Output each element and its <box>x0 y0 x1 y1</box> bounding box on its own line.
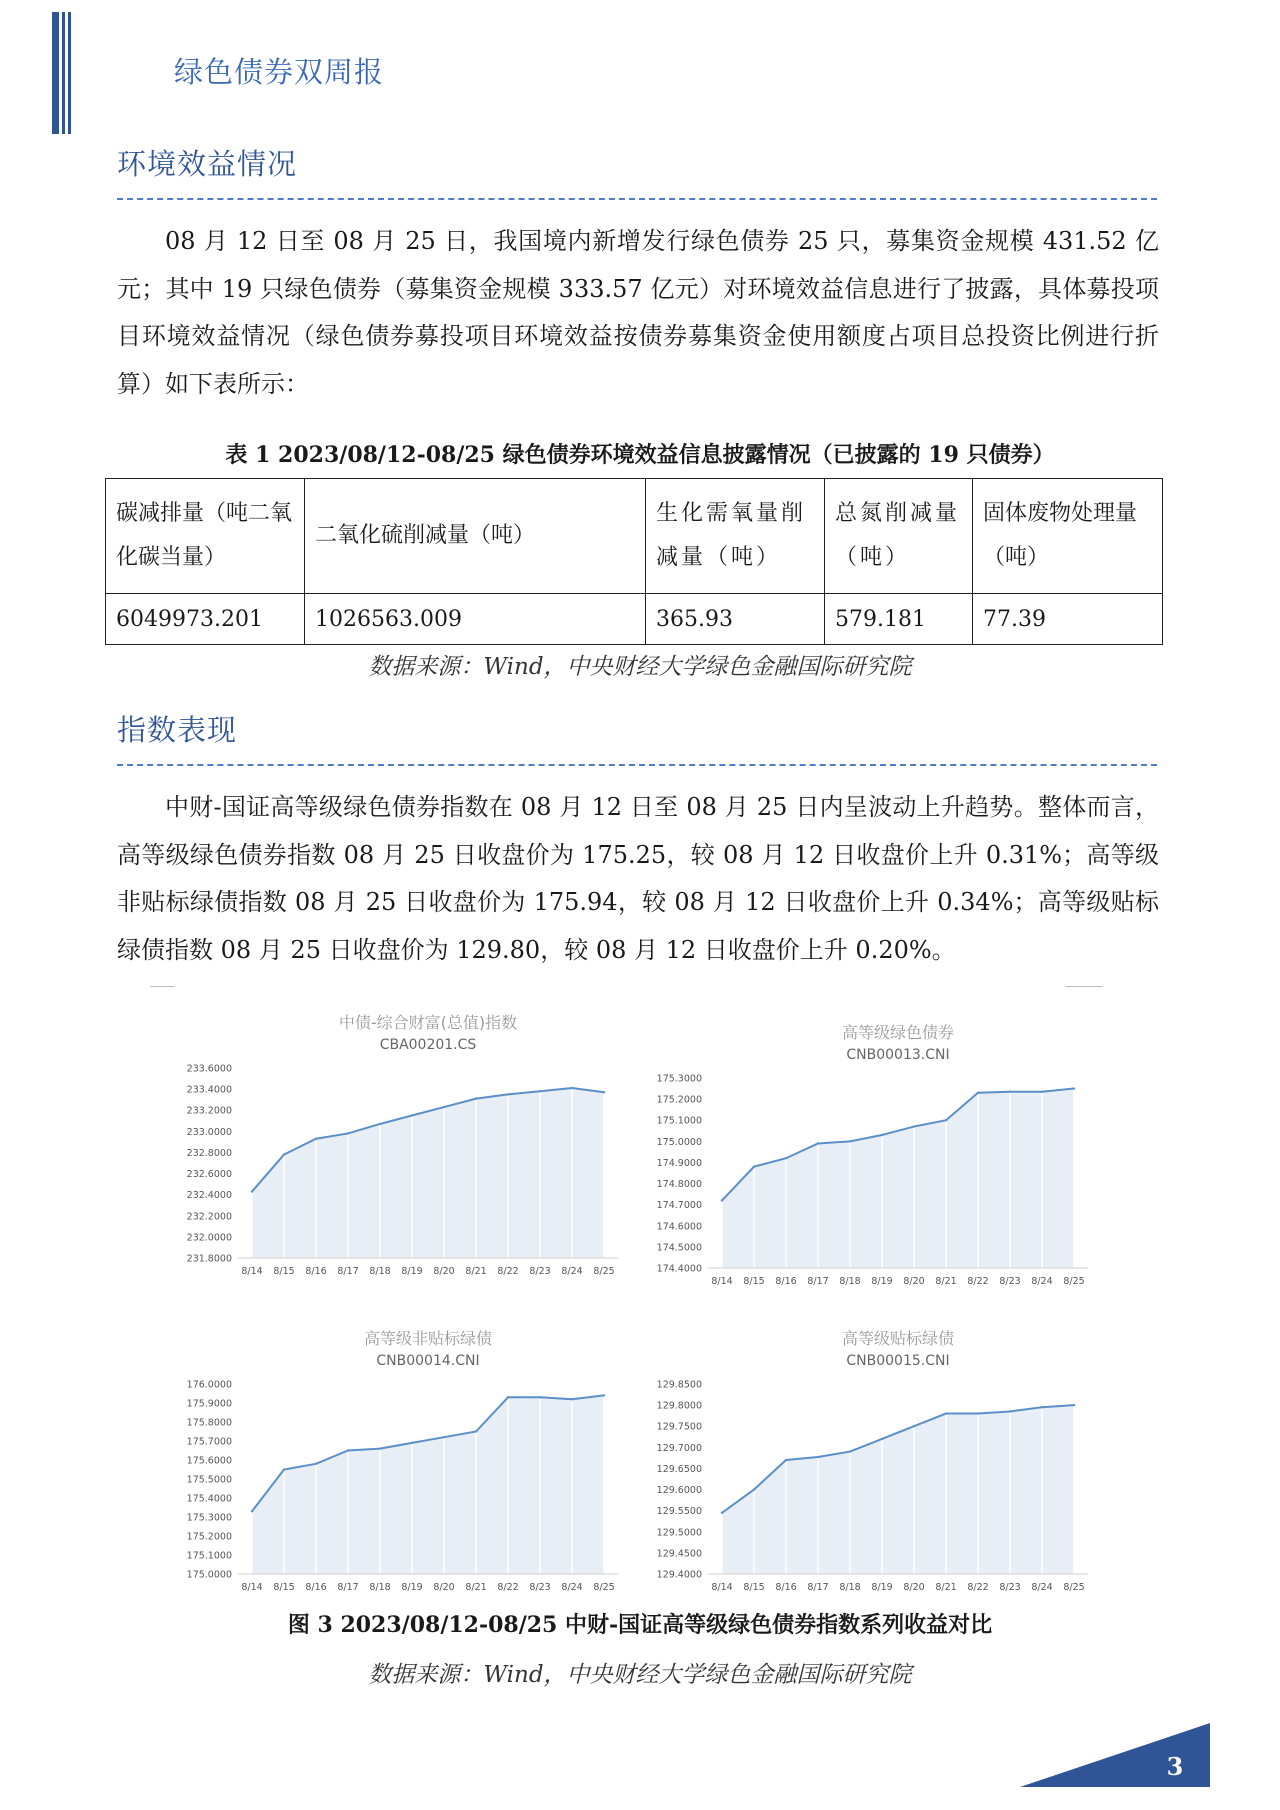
y-tick-label: 129.4500 <box>656 1548 702 1560</box>
data-point <box>603 1091 605 1093</box>
table-source: 数据来源：Wind，中央财经大学绿色金融国际研究院 <box>368 654 912 680</box>
y-tick-label: 233.2000 <box>186 1105 232 1117</box>
y-tick-label: 174.7000 <box>656 1200 702 1212</box>
x-tick-label: 8/21 <box>465 1582 487 1593</box>
x-tick-label: 8/18 <box>839 1276 861 1287</box>
environment-paragraph: 08 月 12 日至 08 月 25 日，我国境内新增发行绿色债券 25 只，募集资金规模 431.52 亿元；其中 19 只绿色债券（募集资金规模 333.57 亿元）对环境效益信息进行了披露，具体募投项目环境效益情况（绿色债券募投项目环境效益按债券募集资金使用额度占项目总投资比例进行折算）如下表所示： <box>117 227 1159 398</box>
y-tick-label: 175.3000 <box>656 1073 702 1085</box>
x-tick-label: 8/16 <box>775 1276 797 1287</box>
x-tick-label: 8/15 <box>743 1582 765 1593</box>
series-area <box>722 1089 1074 1268</box>
data-point <box>539 1090 541 1092</box>
header-bar-1 <box>52 12 59 134</box>
data-point <box>507 1396 509 1398</box>
data-point <box>913 1425 915 1427</box>
data-point <box>817 1142 819 1144</box>
data-point <box>539 1396 541 1398</box>
chart-cba00201 <box>170 1000 630 1290</box>
x-tick-label: 8/20 <box>433 1266 455 1277</box>
x-tick-label: 8/20 <box>433 1582 455 1593</box>
data-point <box>1073 1404 1075 1406</box>
header-bar-3 <box>68 12 71 134</box>
x-tick-label: 8/14 <box>711 1276 733 1287</box>
chart-title: 高等级贴标绿债 <box>841 1329 955 1348</box>
table-caption: 表 1 2023/08/12-08/25 绿色债券环境效益信息披露情况（已披露的 19 只债券） <box>225 442 1055 468</box>
y-tick-label: 129.5500 <box>656 1506 702 1518</box>
chart-svg <box>170 1000 630 1290</box>
data-point <box>603 1394 605 1396</box>
data-point <box>283 1153 285 1155</box>
y-tick-label: 174.6000 <box>656 1221 702 1233</box>
page-number: 3 <box>1166 1752 1184 1781</box>
x-tick-label: 8/24 <box>1031 1582 1053 1593</box>
y-tick-label: 232.4000 <box>186 1190 232 1202</box>
data-point <box>507 1093 509 1095</box>
x-tick-label: 8/19 <box>871 1582 893 1593</box>
table-header-cell: 生化需氧量削减量（吨） <box>646 479 825 594</box>
x-tick-label: 8/24 <box>1031 1276 1053 1287</box>
x-tick-label: 8/19 <box>401 1266 423 1277</box>
series-area <box>252 1395 604 1574</box>
figure-source: 数据来源：Wind，中央财经大学绿色金融国际研究院 <box>368 1662 912 1688</box>
y-tick-label: 175.1000 <box>656 1115 702 1127</box>
y-tick-label: 175.5000 <box>186 1474 232 1486</box>
x-tick-label: 8/20 <box>903 1582 925 1593</box>
y-tick-label: 175.8000 <box>186 1417 232 1429</box>
x-tick-label: 8/15 <box>743 1276 765 1287</box>
y-tick-label: 175.0000 <box>186 1569 232 1581</box>
data-point <box>785 1459 787 1461</box>
y-tick-label: 129.4000 <box>656 1569 702 1581</box>
data-point <box>977 1412 979 1414</box>
data-point <box>1009 1410 1011 1412</box>
x-tick-label: 8/17 <box>337 1582 359 1593</box>
y-tick-label: 174.5000 <box>656 1242 702 1254</box>
y-tick-label: 232.6000 <box>186 1169 232 1181</box>
environment-table <box>105 478 1163 645</box>
header-bar-2 <box>62 12 65 134</box>
y-tick-label: 129.6500 <box>656 1463 702 1475</box>
y-tick-label: 232.8000 <box>186 1147 232 1159</box>
table-cell: 6049973.201 <box>106 594 305 645</box>
data-point <box>251 1510 253 1512</box>
data-point <box>571 1087 573 1089</box>
chart-subtitle: CBA00201.CS <box>379 1037 477 1053</box>
data-point <box>379 1447 381 1449</box>
data-point <box>1041 1091 1043 1093</box>
series-area <box>252 1088 604 1258</box>
x-tick-label: 8/15 <box>273 1582 295 1593</box>
data-point <box>753 1165 755 1167</box>
figure-corner-mark <box>150 986 174 987</box>
table-header-cell: 二氧化硫削减量（吨） <box>305 479 646 594</box>
data-point <box>283 1468 285 1470</box>
y-tick-label: 175.6000 <box>186 1455 232 1467</box>
x-tick-label: 8/25 <box>1063 1582 1085 1593</box>
x-tick-label: 8/16 <box>305 1266 327 1277</box>
chart-subtitle: CNB00014.CNI <box>376 1353 480 1369</box>
data-point <box>1009 1091 1011 1093</box>
section-divider <box>117 198 1157 200</box>
chart-svg <box>640 1010 1100 1300</box>
data-point <box>411 1114 413 1116</box>
y-tick-label: 175.7000 <box>186 1436 232 1448</box>
data-point <box>977 1092 979 1094</box>
data-point <box>251 1190 253 1192</box>
x-tick-label: 8/23 <box>529 1266 551 1277</box>
data-point <box>849 1450 851 1452</box>
data-point <box>1073 1087 1075 1089</box>
data-point <box>347 1449 349 1451</box>
data-point <box>475 1430 477 1432</box>
data-point <box>315 1463 317 1465</box>
data-point <box>913 1125 915 1127</box>
y-tick-label: 129.8500 <box>656 1379 702 1391</box>
y-tick-label: 232.2000 <box>186 1211 232 1223</box>
x-tick-label: 8/16 <box>305 1582 327 1593</box>
table-header-row <box>106 479 1163 594</box>
data-point <box>411 1442 413 1444</box>
y-tick-label: 232.0000 <box>186 1232 232 1244</box>
y-tick-label: 175.2000 <box>656 1094 702 1106</box>
x-tick-label: 8/23 <box>529 1582 551 1593</box>
chart-cnb00015 <box>640 1316 1100 1606</box>
chart-title: 高等级绿色债券 <box>841 1023 955 1042</box>
data-point <box>945 1119 947 1121</box>
y-tick-label: 175.1000 <box>186 1550 232 1562</box>
y-tick-label: 174.8000 <box>656 1179 702 1191</box>
report-title: 绿色债券双周报 <box>174 55 385 89</box>
x-tick-label: 8/22 <box>497 1582 519 1593</box>
data-point <box>817 1456 819 1458</box>
y-tick-label: 129.5000 <box>656 1527 702 1539</box>
chart-cnb00014 <box>170 1316 630 1606</box>
table-cell: 365.93 <box>646 594 825 645</box>
x-tick-label: 8/17 <box>337 1266 359 1277</box>
y-tick-label: 233.0000 <box>186 1126 232 1138</box>
data-point <box>475 1097 477 1099</box>
data-point <box>379 1123 381 1125</box>
x-tick-label: 8/18 <box>369 1266 391 1277</box>
y-tick-label: 129.7000 <box>656 1442 702 1454</box>
y-tick-label: 176.0000 <box>186 1379 232 1391</box>
data-point <box>347 1132 349 1134</box>
table-cell: 1026563.009 <box>305 594 646 645</box>
figure-caption: 图 3 2023/08/12-08/25 中财-国证高等级绿色债券指数系列收益对比 <box>287 1612 993 1638</box>
data-point <box>721 1199 723 1201</box>
table-row <box>106 594 1163 645</box>
x-tick-label: 8/18 <box>369 1582 391 1593</box>
chart-svg <box>170 1316 630 1606</box>
data-point <box>849 1140 851 1142</box>
index-paragraph: 中财-国证高等级绿色债券指数在 08 月 12 日至 08 月 25 日内呈波动上升趋势。整体而言，高等级绿色债券指数 08 月 25 日收盘价为 175.25，较 08 月 12 日收盘价上升 0.31%；高等级非贴标绿债指数 08 月 25 日收盘价为 175.94，较 08 月 12 日收盘价上升 0.34%；高等级贴标绿债指数 08 月 25 日收盘价为 129.80，较 08 月 12 日收盘价上升 0.20%。 <box>117 793 1159 964</box>
y-tick-label: 175.9000 <box>186 1398 232 1410</box>
data-point <box>881 1438 883 1440</box>
y-tick-label: 231.8000 <box>186 1253 232 1265</box>
table-cell: 77.39 <box>973 594 1163 645</box>
data-point <box>315 1138 317 1140</box>
table-header-cell: 总氮削减量（吨） <box>825 479 973 594</box>
section-title-index: 指数表现 <box>117 713 238 747</box>
y-tick-label: 175.3000 <box>186 1512 232 1524</box>
y-tick-label: 129.8000 <box>656 1400 702 1412</box>
chart-svg <box>640 1316 1100 1606</box>
x-tick-label: 8/22 <box>967 1582 989 1593</box>
data-point <box>443 1436 445 1438</box>
y-tick-label: 233.6000 <box>186 1063 232 1075</box>
table-header-cell: 固体废物处理量（吨） <box>973 479 1163 594</box>
series-area <box>722 1405 1074 1574</box>
chart-title: 高等级非贴标绿债 <box>363 1329 493 1348</box>
x-tick-label: 8/17 <box>807 1276 829 1287</box>
table-header-cell: 碳减排量（吨二氧化碳当量） <box>106 479 305 594</box>
data-point <box>753 1488 755 1490</box>
x-tick-label: 8/22 <box>497 1266 519 1277</box>
x-tick-label: 8/25 <box>593 1266 615 1277</box>
x-tick-label: 8/20 <box>903 1276 925 1287</box>
x-tick-label: 8/16 <box>775 1582 797 1593</box>
x-tick-label: 8/25 <box>1063 1276 1085 1287</box>
data-point <box>721 1512 723 1514</box>
x-tick-label: 8/21 <box>935 1582 957 1593</box>
x-tick-label: 8/21 <box>935 1276 957 1287</box>
x-tick-label: 8/14 <box>711 1582 733 1593</box>
y-tick-label: 129.6000 <box>656 1485 702 1497</box>
x-tick-label: 8/18 <box>839 1582 861 1593</box>
data-point <box>443 1106 445 1108</box>
chart-subtitle: CNB00013.CNI <box>846 1047 950 1063</box>
x-tick-label: 8/24 <box>561 1266 583 1277</box>
x-tick-label: 8/19 <box>871 1276 893 1287</box>
chart-title: 中债-综合财富(总值)指数 <box>338 1013 518 1032</box>
data-point <box>945 1412 947 1414</box>
x-tick-label: 8/25 <box>593 1582 615 1593</box>
x-tick-label: 8/23 <box>999 1276 1021 1287</box>
x-tick-label: 8/23 <box>999 1582 1021 1593</box>
y-tick-label: 175.2000 <box>186 1531 232 1543</box>
y-tick-label: 174.9000 <box>656 1157 702 1169</box>
data-point <box>571 1398 573 1400</box>
y-tick-label: 175.0000 <box>656 1136 702 1148</box>
y-tick-label: 233.4000 <box>186 1084 232 1096</box>
y-tick-label: 175.4000 <box>186 1493 232 1505</box>
data-point <box>785 1157 787 1159</box>
section-title-environment: 环境效益情况 <box>117 147 298 181</box>
data-point <box>1041 1406 1043 1408</box>
x-tick-label: 8/21 <box>465 1266 487 1277</box>
chart-cnb00013 <box>640 1010 1100 1300</box>
figure-corner-mark <box>1066 986 1102 987</box>
y-tick-label: 129.7500 <box>656 1421 702 1433</box>
x-tick-label: 8/19 <box>401 1582 423 1593</box>
x-tick-label: 8/15 <box>273 1266 295 1277</box>
x-tick-label: 8/22 <box>967 1276 989 1287</box>
data-point <box>881 1134 883 1136</box>
x-tick-label: 8/24 <box>561 1582 583 1593</box>
table-cell: 579.181 <box>825 594 973 645</box>
chart-subtitle: CNB00015.CNI <box>846 1353 950 1369</box>
x-tick-label: 8/14 <box>241 1582 263 1593</box>
section-divider <box>117 764 1157 766</box>
x-tick-label: 8/17 <box>807 1582 829 1593</box>
x-tick-label: 8/14 <box>241 1266 263 1277</box>
y-tick-label: 174.4000 <box>656 1263 702 1275</box>
